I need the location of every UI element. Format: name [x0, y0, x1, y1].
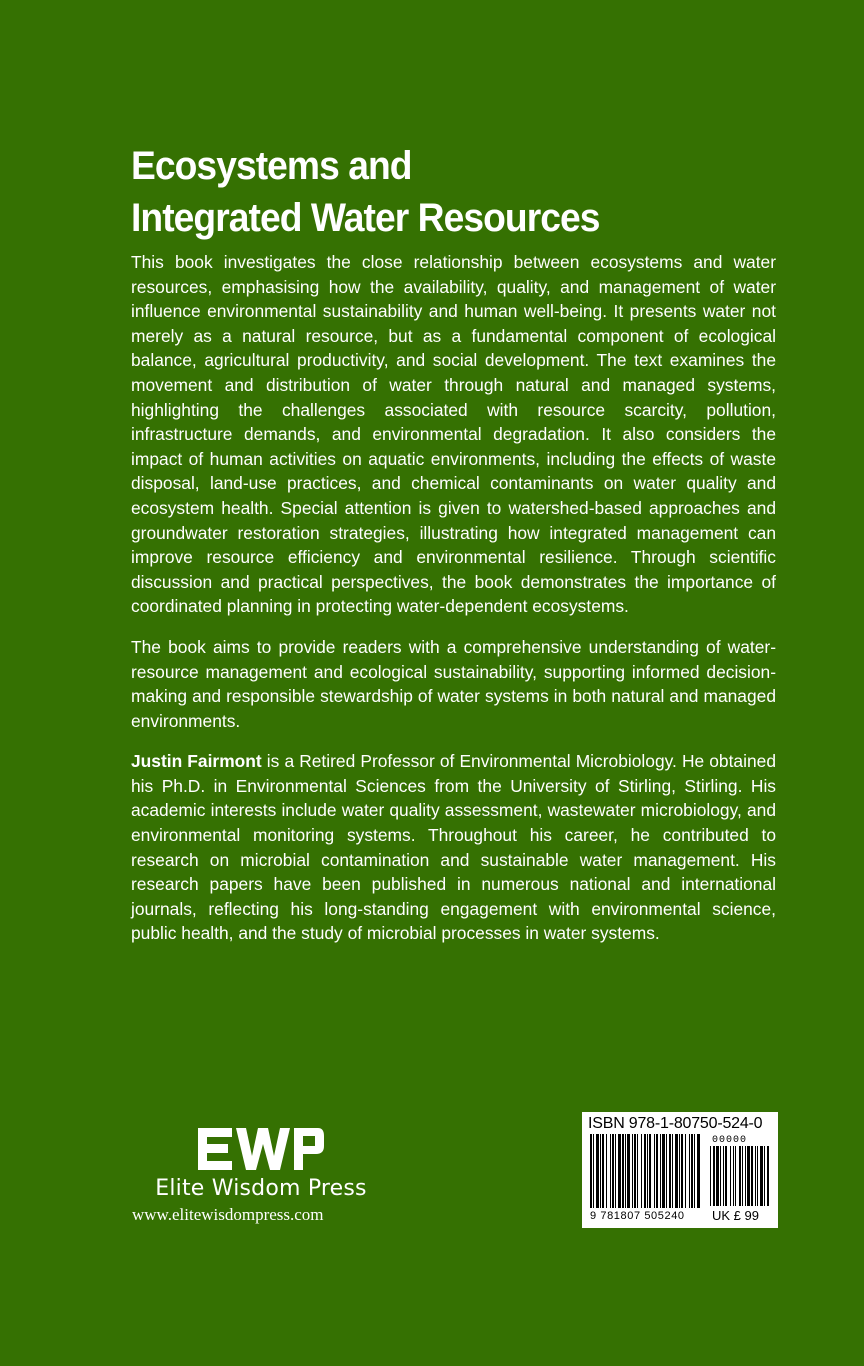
author-bio	[131, 749, 776, 946]
price-label: UK £ 99	[712, 1208, 759, 1223]
book-title	[131, 140, 745, 244]
addon-digits: 00000	[712, 1135, 748, 1146]
title-line-2: Integrated Water Resources	[131, 196, 600, 240]
publisher-logo-icon	[196, 1126, 326, 1172]
barcode-digits: 9 781807 505240	[590, 1210, 685, 1222]
author-name: Justin Fairmont	[131, 751, 262, 772]
back-cover-text	[131, 250, 776, 962]
publisher-block	[131, 1126, 391, 1225]
publisher-url: www.elitewisdompress.com	[132, 1205, 324, 1224]
title-line-1: Ecosystems and	[131, 144, 412, 188]
description-paragraph-2: The book aims to provide readers with a comprehensive understanding of water-resource management and ecological sustainability, supporting informed decision-making and responsible stewardship of water systems in both natural and managed environments.	[131, 636, 776, 731]
publisher-name: Elite Wisdom Press	[155, 1176, 367, 1201]
isbn-number: ISBN 978-1-80750-524-0	[588, 1115, 763, 1132]
description-paragraph-1: This book investigates the close relationship between ecosystems and water resources, emphasising how the availability, quality, and management of water influence environmental sustainability and human well-being. It presents water not merely as a natural resource, but as a fundamental component of ecological balance, agricultural productivity, and social development. The text examines the movement and distribution of water through natural and managed systems, highlighting the challenges associated with resource scarcity, pollution, infrastructure demands, and environmental degradation. It also considers the impact of human activities on aquatic environments, including the effects of waste disposal, land-use practices, and chemical contaminants on water quality and ecosystem health. Special attention is given to watershed-based approaches and groundwater restoration strategies, illustrating how integrated management can improve resource efficiency and environmental resilience. Through scientific discussion and practical perspectives, the book demonstrates the importance of coordinated planning in protecting water-dependent ecosystems.	[131, 252, 776, 617]
author-bio-text: is a Retired Professor of Environmental Microbiology. He obtained his Ph.D. in Environmental Sciences from the University of Stirling, Stirling. His academic interests include water quality assessment, wastewater microbiology, and environmental monitoring systems. Throughout his career, he contributed to research on microbial contamination and sustainable water management. His research papers have been published in numerous national and international journals, reflecting his long-standing engagement with environmental science, public health, and the study of microbial processes in water systems.	[131, 751, 776, 944]
barcode-label	[582, 1112, 778, 1228]
